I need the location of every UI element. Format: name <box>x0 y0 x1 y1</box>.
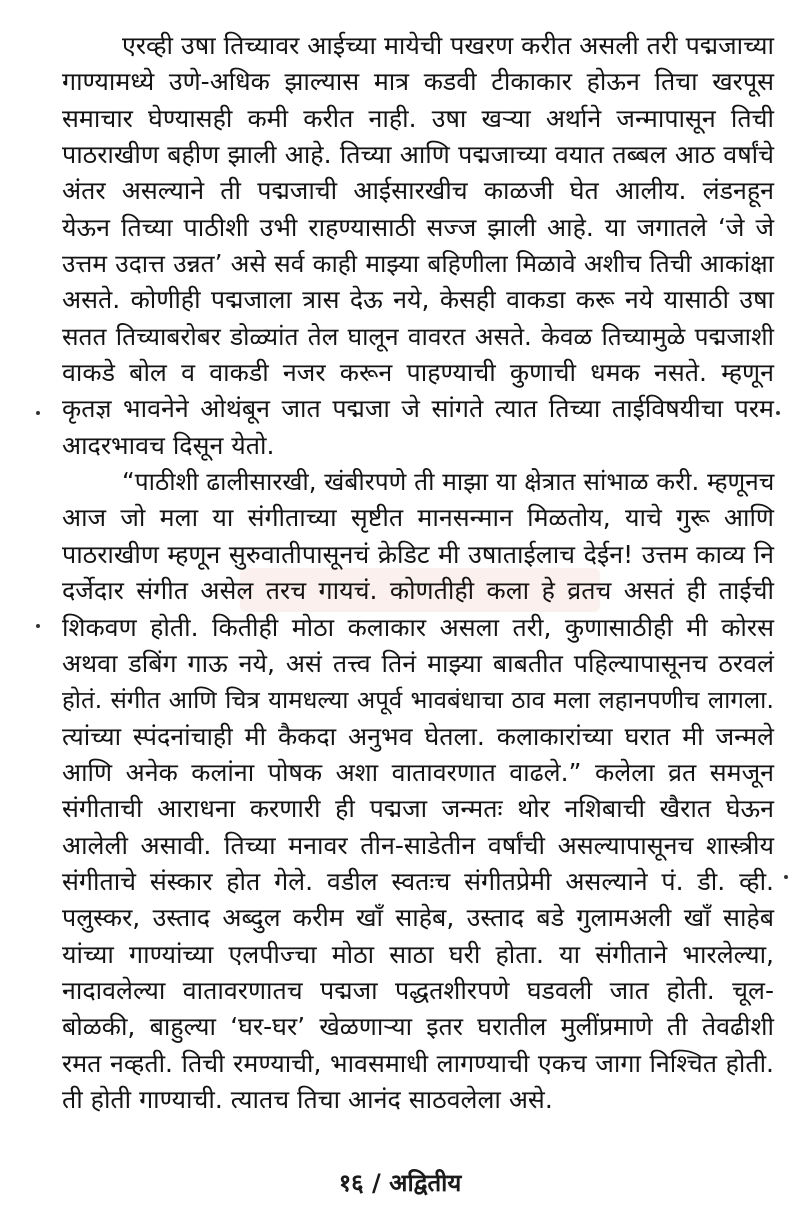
page-footer: १६ / अद्वितीय <box>338 1169 462 1197</box>
text-line: बोळकी, बाहुल्या ‘घर-घर’ खेळणाऱ्या इतर घरातील मुलींप्रमाणे ती तेवढीशी <box>62 1012 774 1042</box>
text-line: उत्तम उदात्त उन्नत’ असे सर्व काही माझ्या बहिणीला मिळावे अशीच तिची आकांक्षा <box>62 249 774 279</box>
text-line: एरव्ही उषा तिच्यावर आईच्या मायेची पखरण करीत असली तरी पद्मजाच्या <box>122 31 774 60</box>
text-line: होतं. संगीत आणि चित्र यामधल्या अपूर्व भावबंधाचा ठाव मला लहानपणीच लागला. <box>62 686 774 715</box>
text-line: नादावलेल्या वातावरणातच पद्मजा पद्धतशीरपणे घडवली जात होती. चूल- <box>62 975 774 1005</box>
text-line: पाठराखीण बहीण झाली आहे. तिच्या आणि पद्मजाच्या वयात तब्बल आठ वर्षांचे <box>62 140 774 170</box>
text-line: असते. कोणीही पद्मजाला त्रास देऊ नये, केसही वाकडा करू नये यासाठी उषा <box>62 285 774 315</box>
text-line: यांच्या गाण्यांच्या एलपीज्चा मोठा साठा घरी होता. या संगीताने भारलेल्या, <box>62 939 774 969</box>
text-line: गाण्यामध्ये उणे-अधिक झाल्यास मात्र कडवी टीकाकार होऊन तिचा खरपूस <box>62 67 774 97</box>
text-line: आलेली असावी. तिच्या मनावर तीन-साडेतीन वर्षांची असल्यापासूनच शास्त्रीय <box>62 830 774 860</box>
text-line: रमत नव्हती. तिची रमण्याची, भावसमाधी लागण्याची एकच जागा निश्चित होती. <box>62 1048 774 1078</box>
scan-speck <box>36 411 40 415</box>
text-line: संगीताची आराधना करणारी ही पद्मजा जन्मतः थोर नशिबाची खैरात घेऊन <box>62 794 774 824</box>
text-line: ती होती गाण्याची. त्यातच तिचा आनंद साठवलेला असे. <box>62 1084 553 1114</box>
text-line: आज जो मला या संगीताच्या सृष्टीत मानसन्मान मिळतोय, याचे गुरू आणि <box>62 503 774 533</box>
text-line: कृतज्ञ भावनेने ओथंबून जात पद्मजा जे सांगते त्यात तिच्या ताईविषयीचा परम <box>62 394 774 424</box>
text-line: अंतर असल्याने ती पद्मजाची आईसारखीच काळजी घेत आलीय. लंडनहून <box>62 176 774 206</box>
text-line: दर्जेदार संगीत असेल तरच गायचं. कोणतीही कला हे व्रतच असतं ही ताईची <box>62 576 774 606</box>
text-line: अथवा डबिंग गाऊ नये, असं तत्त्व तिनं माझ्या बाबतीत पहिल्यापासूनच ठरवलं <box>62 648 774 678</box>
text-line: आणि अनेक कलांना पोषक अशा वातावरणात वाढले.” कलेला व्रत समजून <box>62 757 774 787</box>
text-line: वाकडे बोल व वाकडी नजर करून पाहण्याची कुणाची धमक नसते. म्हणून <box>62 358 774 388</box>
scan-speck <box>36 624 40 628</box>
text-line: सतत तिच्याबरोबर डोळ्यांत तेल घालून वावरत असते. केवळ तिच्यामुळे पद्मजाशी <box>62 321 774 351</box>
paragraph-1 <box>62 28 774 464</box>
body-text <box>62 28 774 1118</box>
text-line: समाचार घेण्यासही कमी करीत नाही. उषा खऱ्या अर्थाने जन्मापासून तिची <box>62 103 774 133</box>
text-line: येऊन तिच्या पाठीशी उभी राहण्यासाठी सज्ज झाली आहे. या जगातले ‘जे जे <box>62 212 774 242</box>
paragraph-2 <box>62 464 774 1118</box>
text-line: आदरभावच दिसून येतो. <box>62 430 275 460</box>
text-line: “पाठीशी ढालीसारखी, खंबीरपणे ती माझा या क्षेत्रात सांभाळ करी. म्हणूनच <box>122 467 775 497</box>
scan-speck <box>784 875 788 879</box>
text-line: संगीताचे संस्कार होत गेले. वडील स्वतःच संगीतप्रेमी असल्याने पं. डी. व्ही. <box>62 866 774 896</box>
text-line: पाठराखीण म्हणून सुरुवातीपासूनचं क्रेडिट मी उषाताईलाच देईन! उत्तम काव्य नि <box>62 539 774 569</box>
text-line: त्यांच्या स्पंदनांचाही मी कैकदा अनुभव घेतला. कलाकारांच्या घरात मी जन्मले <box>62 721 774 751</box>
text-line: शिकवण होती. कितीही मोठा कलाकार असला तरी, कुणासाठीही मी कोरस <box>62 612 774 642</box>
text-line: पलुस्कर, उस्ताद अब्दुल करीम खाँ साहेब, उस्ताद बडे गुलामअली खाँ साहेब <box>62 903 774 933</box>
scan-speck <box>776 411 780 415</box>
